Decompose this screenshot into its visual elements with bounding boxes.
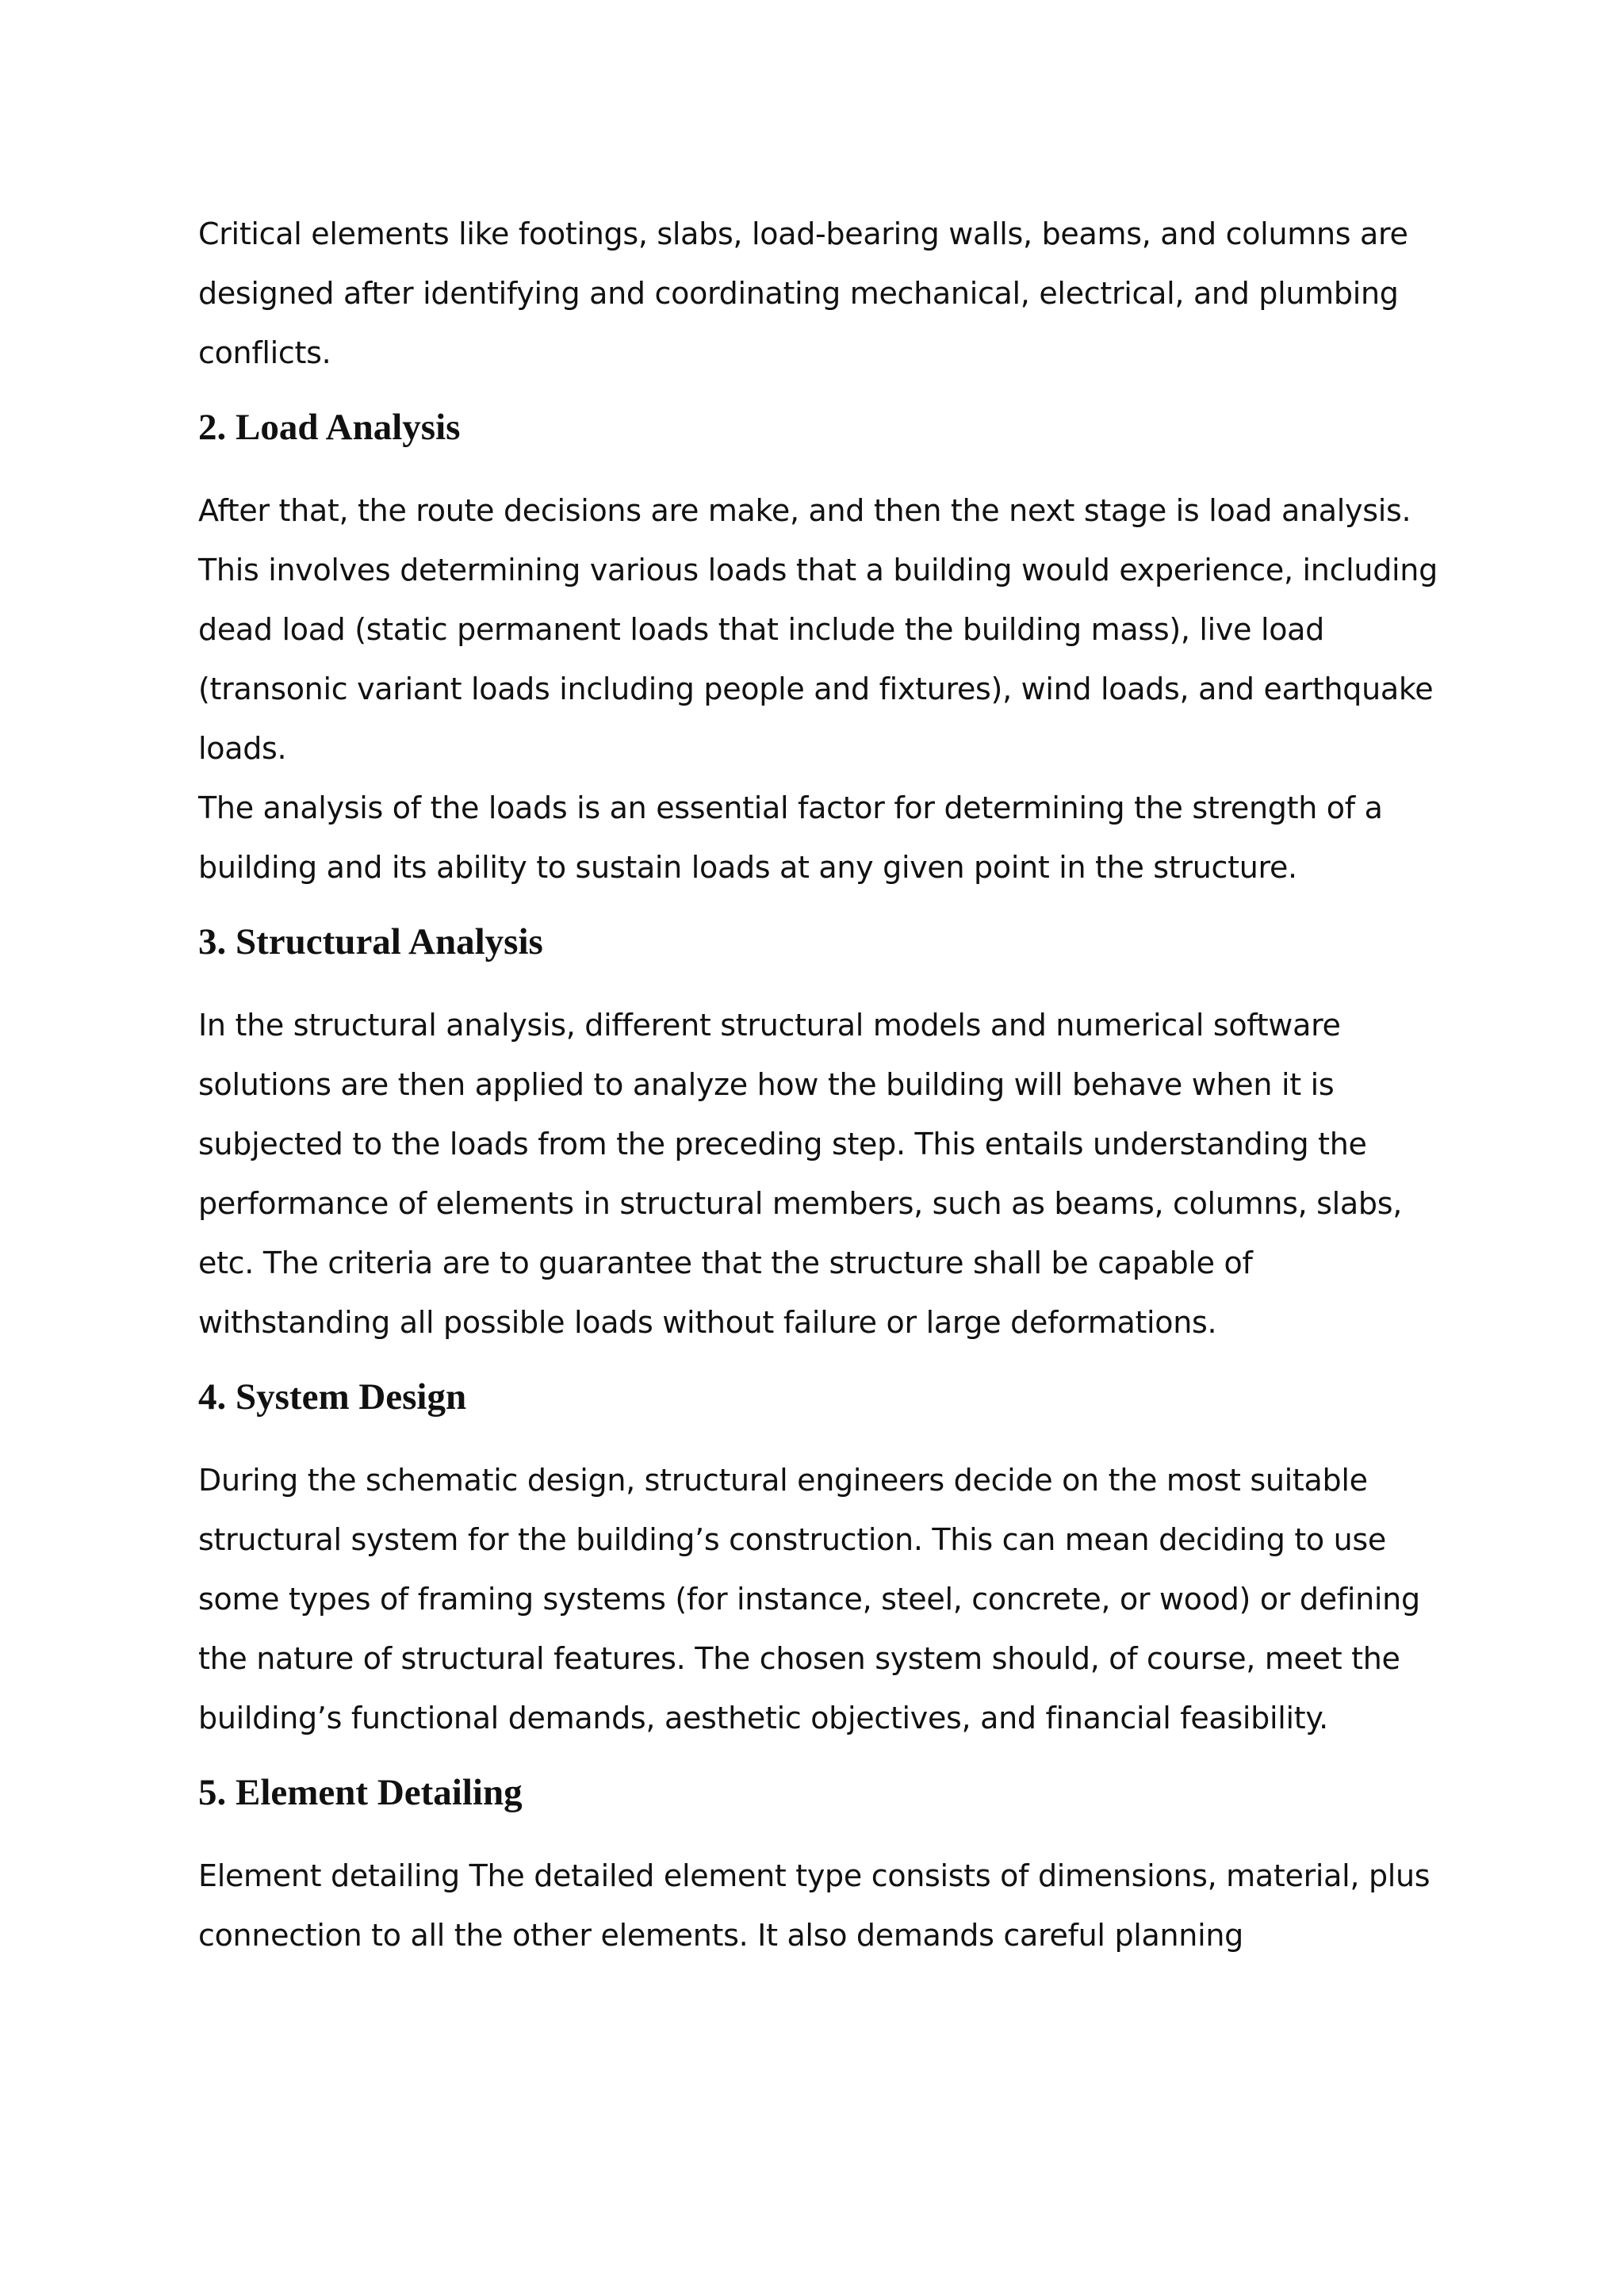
element-detailing-paragraph: Element detailing The detailed element type consists of dimensions, material, plus connection to all the other elements. It also demands careful planning xyxy=(198,1858,1431,1953)
section-heading-load-analysis: 2. Load Analysis xyxy=(198,407,461,448)
system-design-paragraph: During the schematic design, structural engineers decide on the most suitable structural system for the building’s construction. This can mean deciding to use some types of framing systems (for instance, steel, concrete, or wood) or defining the nature of structural features. The chosen system should, of course, meet the building’s functional demands, aesthetic objectives, and financial feasibility. xyxy=(198,1463,1420,1735)
load-analysis-paragraph-1: After that, the route decisions are make, and then the next stage is load analysis. This involves determining various loads that a building would experience, including dead load (static permanent loads that include the building mass), live load (transonic variant loads including people and fixtures), wind loads, and earthquake loads. xyxy=(198,493,1438,766)
intro-paragraph: Critical elements like footings, slabs, load-bearing walls, beams, and columns are designed after identifying and coordinating mechanical, electrical, and plumbing conflicts. xyxy=(198,216,1408,370)
section-heading-element-detailing: 5. Element Detailing xyxy=(198,1772,523,1813)
load-analysis-paragraph-2: The analysis of the loads is an essential factor for determining the strength of a building and its ability to sustain loads at any given point in the structure. xyxy=(198,790,1383,885)
structural-analysis-paragraph: In the structural analysis, different structural models and numerical software solutions are then applied to analyze how the building will behave when it is subjected to the loads from the preceding step. This entails understanding the performance of elements in structural members, such as beams, columns, slabs, etc. The criteria are to guarantee that the structure shall be capable of withstanding all possible loads without failure or large deformations. xyxy=(198,1008,1402,1340)
section-heading-structural-analysis: 3. Structural Analysis xyxy=(198,921,543,962)
document-page xyxy=(198,205,1451,1965)
section-heading-system-design: 4. System Design xyxy=(198,1376,467,1418)
